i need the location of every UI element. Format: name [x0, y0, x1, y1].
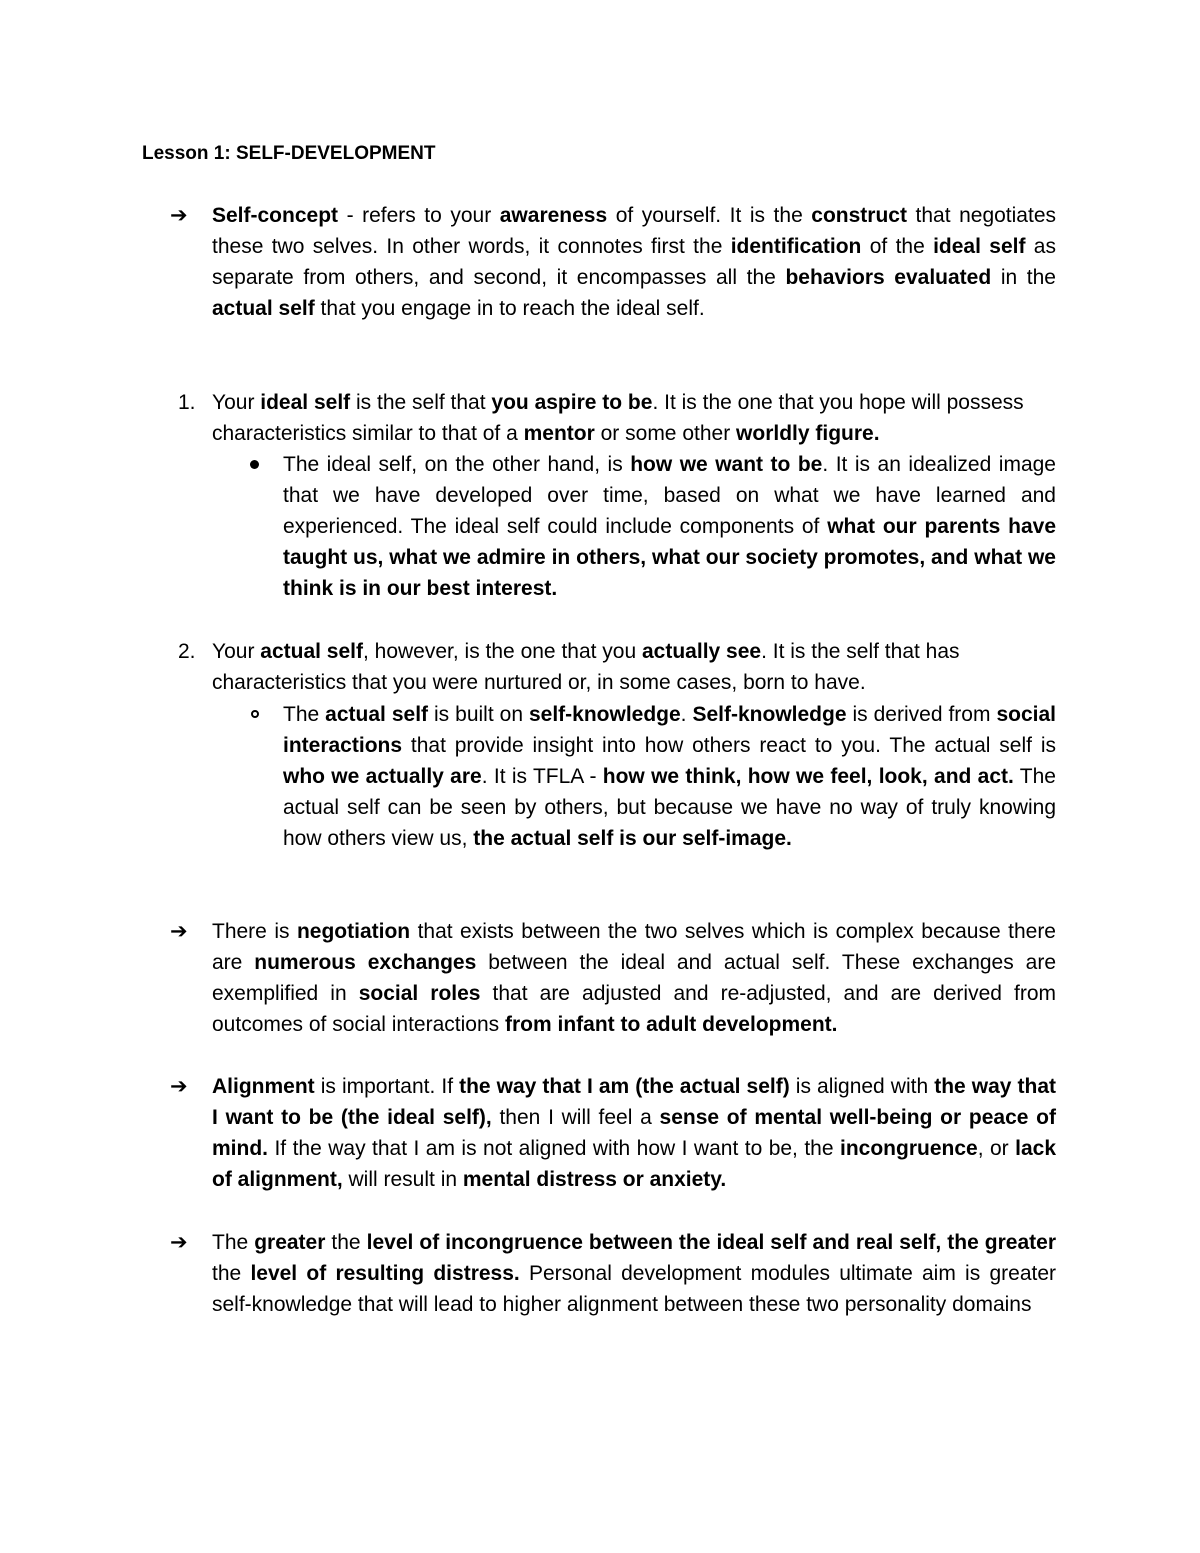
bold-text: social interactions	[283, 703, 1056, 757]
body-text: . It is the self that has characteristics that you were nurtured or, in some cases, born to have.	[212, 640, 960, 694]
body-text: . It is the one that you hope will possess characteristics similar to that of a	[212, 391, 1024, 445]
body-text: is the self that	[350, 391, 492, 414]
bold-text: worldly figure.	[736, 422, 880, 445]
bold-text: level of resulting distress.	[250, 1262, 520, 1285]
body-text: the	[325, 1231, 367, 1254]
bold-text: behaviors evaluated	[785, 266, 992, 289]
bold-text: ideal self	[260, 391, 351, 414]
bold-text: who we actually are	[283, 765, 482, 788]
greater-incongruence-paragraph	[212, 1227, 1056, 1320]
actual-self-bullet	[283, 699, 1056, 854]
body-text: will result in	[342, 1168, 463, 1191]
list-number-1: 1.	[178, 391, 196, 414]
body-text: .	[680, 703, 693, 726]
list-number-2: 2.	[178, 640, 196, 663]
bold-text: actual self	[260, 640, 363, 663]
bold-text: the way that I want to be (the ideal self),	[212, 1075, 1056, 1129]
ideal-self-bullet	[283, 449, 1056, 604]
body-text: Your	[212, 640, 261, 663]
bold-text: from infant to adult development.	[504, 1013, 838, 1036]
bold-text: Self-concept	[212, 204, 339, 227]
bold-text: self-knowledge	[528, 703, 681, 726]
body-text: then I will feel a	[491, 1106, 660, 1129]
bullet-dot-icon	[250, 460, 259, 469]
self-concept-paragraph	[212, 200, 1056, 324]
bullet-circle-icon	[251, 710, 259, 718]
body-text: is important. If	[314, 1075, 460, 1098]
ideal-self-paragraph	[212, 387, 1056, 449]
body-text: . It is an idealized image that we have developed over time, based on what we have learned and experienced. The ideal self could include components of	[283, 453, 1056, 538]
body-text: . It is TFLA -	[481, 765, 603, 788]
body-text: is built on	[428, 703, 529, 726]
bold-text: the way that I am (the actual self)	[459, 1075, 790, 1098]
body-text: , however, is the one that you	[362, 640, 642, 663]
bold-text: mentor	[523, 422, 595, 445]
arrow-marker: ➔	[170, 1231, 188, 1254]
body-text: The	[283, 703, 326, 726]
body-text: as separate from others, and second, it encompasses all the	[212, 235, 1056, 289]
body-text: The	[212, 1231, 255, 1254]
bold-text: actual self	[212, 297, 315, 320]
body-text: The ideal self, on the other hand, is	[283, 453, 631, 476]
body-text: - refers to your	[338, 204, 500, 227]
body-text: , or	[977, 1137, 1016, 1160]
bold-text: how we think, how we feel, look, and act.	[602, 765, 1014, 788]
bold-text: construct	[811, 204, 907, 227]
arrow-marker: ➔	[170, 920, 188, 943]
body-text: the	[212, 1262, 251, 1285]
bold-text: ideal self	[933, 235, 1026, 258]
bold-text: Self-knowledge	[692, 703, 847, 726]
body-text: that negotiates these two selves. In other words, it connotes first the	[212, 204, 1056, 258]
arrow-marker: ➔	[170, 204, 188, 227]
body-text: of the	[861, 235, 934, 258]
body-text: in the	[991, 266, 1056, 289]
body-text: Personal development modules ultimate aim is greater self-knowledge that will lead to higher alignment between these two personality domains	[212, 1262, 1057, 1316]
bold-text: actual self	[325, 703, 429, 726]
bold-text: what our parents have taught us, what we admire in others, what our society promotes, and what we think is in our best interest.	[283, 515, 1056, 600]
bold-text: negotiation	[296, 920, 411, 943]
body-text: is derived from	[846, 703, 997, 726]
body-text: that are adjusted and re-adjusted, and are derived from outcomes of social interactions	[212, 982, 1057, 1036]
body-text: that exists between the two selves which is complex because there are	[212, 920, 1056, 974]
bold-text: incongruence	[840, 1137, 978, 1160]
body-text: of yourself. It is the	[607, 204, 812, 227]
lesson-title: Lesson 1: SELF-DEVELOPMENT	[142, 143, 436, 164]
body-text: There is	[212, 920, 297, 943]
body-text: that you engage in to reach the ideal self.	[314, 297, 705, 320]
bold-text: lack of alignment,	[212, 1137, 1056, 1191]
bold-text: greater	[254, 1231, 326, 1254]
body-text: The actual self can be seen by others, but because we have no way of truly knowing how others view us,	[283, 765, 1056, 850]
bold-text: awareness	[499, 204, 608, 227]
body-text: or some other	[594, 422, 737, 445]
actual-self-paragraph	[212, 636, 1056, 698]
bold-text: you aspire to be	[491, 391, 653, 414]
bold-text: mental distress or anxiety.	[462, 1168, 727, 1191]
bold-text: level of incongruence between the ideal self and real self, the greater	[366, 1231, 1056, 1254]
bold-text: sense of mental well-being or peace of mind.	[212, 1106, 1056, 1160]
bold-text: identification	[730, 235, 862, 258]
negotiation-paragraph	[212, 916, 1056, 1040]
bold-text: Alignment	[212, 1075, 315, 1098]
bold-text: social roles	[358, 982, 481, 1005]
body-text: Your	[212, 391, 261, 414]
bold-text: actually see	[642, 640, 762, 663]
bold-text: how we want to be	[630, 453, 823, 476]
body-text: between the ideal and actual self. These exchanges are exemplified in	[212, 951, 1057, 1005]
arrow-marker: ➔	[170, 1075, 188, 1098]
body-text: is aligned with	[789, 1075, 935, 1098]
alignment-paragraph	[212, 1071, 1056, 1195]
body-text: that provide insight into how others react to you. The actual self is	[402, 734, 1056, 757]
body-text: If the way that I am is not aligned with how I want to be, the	[268, 1137, 840, 1160]
bold-text: the actual self is our self-image.	[473, 827, 792, 850]
bold-text: numerous exchanges	[254, 951, 477, 974]
